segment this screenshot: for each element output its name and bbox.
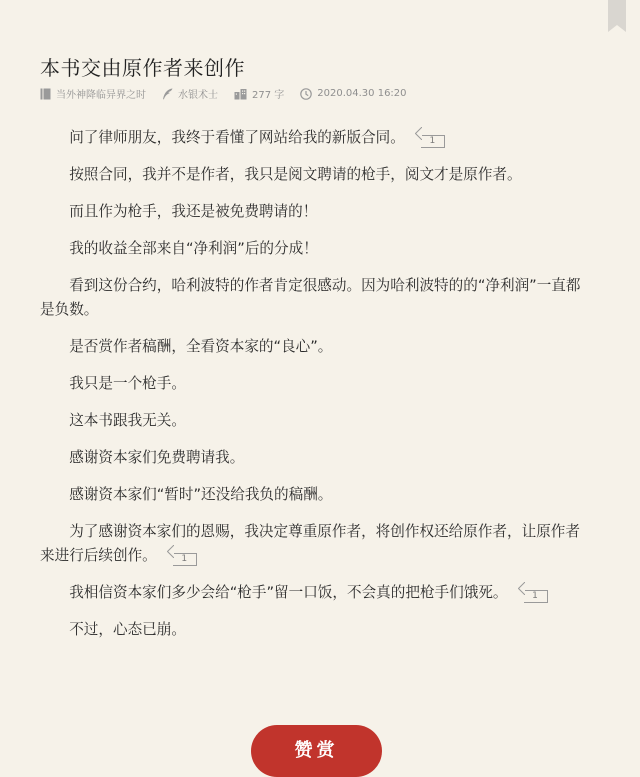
paragraph-text: 看到这份合约，哈利波特的作者肯定很感动。因为哈利波特的的“净利润”一直都是负数。 [40, 277, 581, 318]
paragraph-comment-button[interactable] [167, 545, 197, 564]
reward-button[interactable]: 赞赏 [251, 725, 382, 777]
comment-count: 1 [173, 553, 197, 566]
paragraph-text: 按照合同，我并不是作者，我只是阅文聘请的枪手，阅文才是原作者。 [69, 166, 522, 183]
meta-author[interactable] [162, 86, 218, 101]
author-name: 水银术士 [178, 90, 218, 101]
paragraph [40, 581, 592, 605]
paragraph-text: 不过，心态已崩。 [69, 621, 186, 638]
comment-count: 1 [421, 135, 445, 148]
word-count-icon [234, 88, 247, 100]
quill-icon [162, 88, 173, 100]
comment-bubble-icon [415, 127, 422, 140]
paragraph-text: 为了感谢资本家们的恩赐，我决定尊重原作者，将创作权还给原作者，让原作者来进行后续创作。 [40, 523, 580, 564]
paragraph-text: 这本书跟我无关。 [69, 412, 186, 429]
paragraph-text: 感谢资本家们“暂时”还没给我负的稿酬。 [69, 486, 333, 503]
comment-bubble-icon [167, 545, 174, 558]
timestamp: 2020.04.30 16:20 [317, 88, 407, 99]
meta-word-count [234, 86, 284, 101]
bookmark-icon[interactable] [608, 0, 626, 32]
clock-icon [300, 88, 312, 100]
chapter-title: 本书交由原作者来创作 [40, 56, 245, 80]
word-count: 277 字 [252, 90, 285, 101]
paragraph-text: 而且作为枪手，我还是被免费聘请的！ [69, 203, 318, 220]
meta-timestamp [300, 88, 406, 100]
comment-count: 1 [524, 590, 548, 603]
comment-bubble-icon [518, 582, 525, 595]
paragraph [40, 274, 592, 322]
meta-book[interactable] [40, 86, 146, 101]
book-name: 当外神降临异界之时 [56, 90, 146, 101]
paragraph-text: 我的收益全部来自“净利润”后的分成！ [69, 240, 318, 257]
paragraph [40, 446, 592, 470]
paragraph-text: 感谢资本家们免费聘请我。 [69, 449, 245, 466]
paragraph [40, 618, 592, 642]
chapter-content [40, 126, 592, 655]
paragraph-text: 问了律师朋友，我终于看懂了网站给我的新版合同。 [69, 129, 405, 146]
paragraph-comment-button[interactable] [518, 582, 548, 601]
book-icon [40, 88, 51, 100]
paragraph [40, 200, 592, 224]
paragraph [40, 372, 592, 396]
paragraph-text: 是否赏作者稿酬，全看资本家的“良心”。 [69, 338, 333, 355]
paragraph-text: 我相信资本家们多少会给“枪手”留一口饭，不会真的把枪手们饿死。 [69, 584, 508, 601]
paragraph [40, 483, 592, 507]
paragraph [40, 126, 592, 150]
paragraph-comment-button[interactable] [415, 127, 445, 146]
chapter-meta [40, 86, 423, 101]
paragraph [40, 409, 592, 433]
paragraph [40, 520, 592, 568]
paragraph-text: 我只是一个枪手。 [69, 375, 186, 392]
paragraph [40, 237, 592, 261]
paragraph [40, 163, 592, 187]
paragraph [40, 335, 592, 359]
